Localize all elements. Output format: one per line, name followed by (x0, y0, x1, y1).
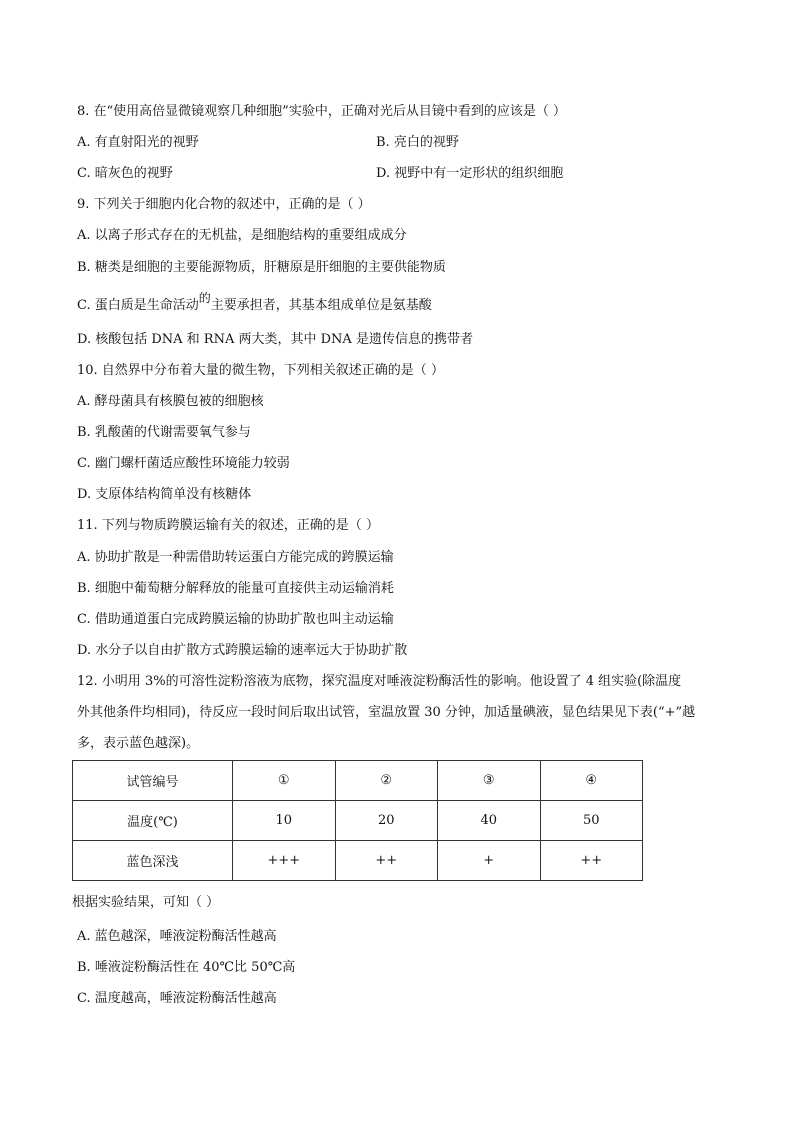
question-11-option-b: B. 细胞中葡萄糖分解释放的能量可直接供主动运输消耗 (77, 581, 394, 596)
table-cell: 40 (438, 801, 541, 841)
table-cell: 20 (335, 801, 438, 841)
question-10-option-c: C. 幽门螺杆菌适应酸性环境能力较弱 (77, 456, 290, 471)
table-cell: 试管编号 (73, 761, 233, 801)
question-9-option-c-text-2: 主要承担者，其基本组成单位是氨基酸 (210, 298, 432, 313)
question-8-option-a: A. 有直射阳光的视野 (77, 135, 199, 150)
table-cell: ① (233, 761, 336, 801)
question-8-option-c: C. 暗灰色的视野 (77, 166, 173, 181)
question-9-option-c (77, 291, 432, 315)
table-cell: ++ (335, 841, 438, 881)
question-9-option-a: A. 以离子形式存在的无机盐，是细胞结构的重要组成成分 (77, 228, 407, 243)
question-10-option-d: D. 支原体结构简单没有核糖体 (77, 487, 252, 502)
question-8-option-b: B. 亮白的视野 (376, 135, 459, 150)
question-12-after-table: 根据实验结果，可知（ ） (72, 895, 220, 910)
table-cell: ③ (438, 761, 541, 801)
table-cell: 10 (233, 801, 336, 841)
question-12-stem-line-1: 12. 小明用 3%的可溶性淀粉溶液为底物，探究温度对唾液淀粉酶活性的影响。他设置了 4 组实验(除温度 (77, 674, 682, 689)
question-9-option-d: D. 核酸包括 DNA 和 RNA 两大类，其中 DNA 是遗传信息的携带者 (77, 332, 473, 347)
table-cell: ++ (540, 841, 643, 881)
question-10-option-b: B. 乳酸菌的代谢需要氧气参与 (77, 425, 251, 440)
table-row (73, 761, 643, 801)
table-row (73, 801, 643, 841)
table-cell: ④ (540, 761, 643, 801)
question-10-option-a: A. 酵母菌具有核膜包被的细胞核 (77, 394, 264, 409)
table-cell: 50 (540, 801, 643, 841)
question-9-stem: 9. 下列关于细胞内化合物的叙述中，正确的是（ ） (77, 197, 371, 212)
question-8-stem: 8. 在“使用高倍显微镜观察几种细胞”实验中，正确对光后从目镜中看到的应该是（ ） (77, 104, 566, 119)
question-9-option-c-text-1: C. 蛋白质是生命活动 (77, 298, 199, 313)
table-cell: ② (335, 761, 438, 801)
table-cell: 温度(℃) (73, 801, 233, 841)
experiment-table (72, 760, 643, 881)
question-9-option-c-raised-char: 的 (198, 291, 211, 305)
question-11-option-a: A. 协助扩散是一种需借助转运蛋白方能完成的跨膜运输 (77, 550, 394, 565)
table-cell: 蓝色深浅 (73, 841, 233, 881)
question-12-stem-line-3: 多，表示蓝色越深)。 (77, 736, 200, 751)
question-11-option-d: D. 水分子以自由扩散方式跨膜运输的速率远大于协助扩散 (77, 643, 408, 658)
table-row (73, 841, 643, 881)
question-11-option-c: C. 借助通道蛋白完成跨膜运输的协助扩散也叫主动运输 (77, 612, 394, 627)
question-12-option-a: A. 蓝色越深，唾液淀粉酶活性越高 (77, 929, 277, 944)
question-10-stem: 10. 自然界中分布着大量的微生物，下列相关叙述正确的是（ ） (77, 363, 444, 378)
question-12-option-c: C. 温度越高，唾液淀粉酶活性越高 (77, 991, 277, 1006)
table-cell: +++ (233, 841, 336, 881)
question-11-stem: 11. 下列与物质跨膜运输有关的叙述，正确的是（ ） (77, 518, 379, 533)
table-cell: + (438, 841, 541, 881)
question-12-stem-line-2: 外其他条件均相同)，待反应一段时间后取出试管，室温放置 30 分钟，加适量碘液，显色结果见下表(“+”越 (77, 705, 696, 720)
question-12-option-b: B. 唾液淀粉酶活性在 40℃比 50℃高 (77, 960, 296, 975)
question-9-option-b: B. 糖类是细胞的主要能源物质，肝糖原是肝细胞的主要供能物质 (77, 260, 446, 275)
question-8-option-d: D. 视野中有一定形状的组织细胞 (376, 166, 564, 181)
